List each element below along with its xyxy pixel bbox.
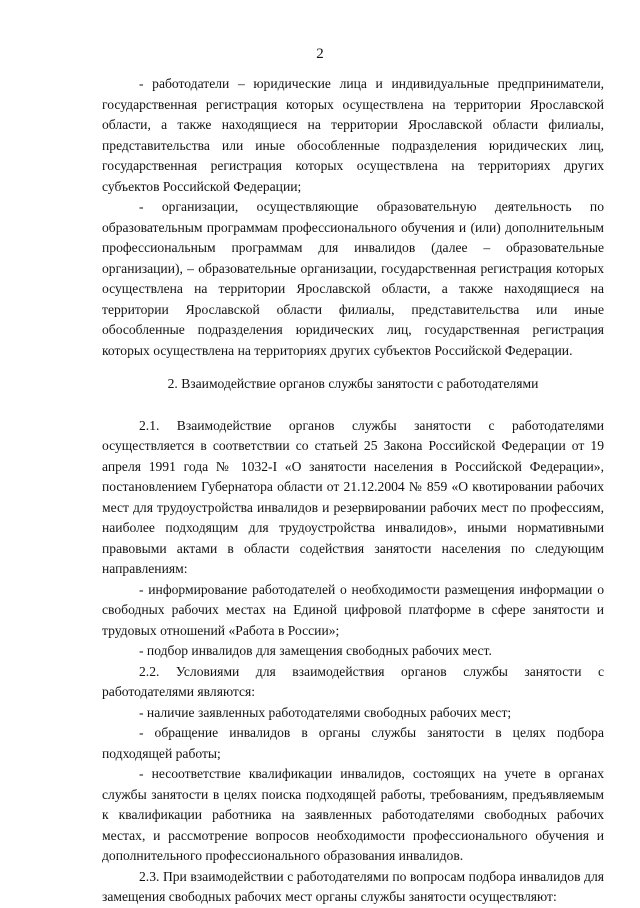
paragraph: - наличие заявленных работодателями свободных рабочих мест; <box>139 704 512 720</box>
paragraph: - организации, осуществляющие образовательную деятельность по образовательным программам профессионального обучения и (или) дополнительным профессиональным программам для инвалидов (далее – образовательные организации), – образовательные организации, государственная регистрация которых осуществлена на территории Ярославской области, а также находящиеся на территории Ярославской области филиалы, представительства или иные обособленные подразделения юридических лиц, государственная регистрация которых осуществлена на территориях других субъектов Российской Федерации. <box>102 199 604 358</box>
paragraph: 2.1. Взаимодействие органов службы занятости с работодателями осуществляется в соответствии со статьей 25 Закона Российской Федерации от 19 апреля 1991 года № 1032-I «О занятости населения в Российской Федерации», постановлением Губернатора области от 21.12.2004 № 859 «О квотировании рабочих мест для трудоустройства инвалидов и резервировании рабочих мест по профессиям, наиболее подходящим для трудоустройства инвалидов», иными нормативными правовыми актами в области содействия занятости населения по следующим направлениям: <box>102 417 604 576</box>
paragraph: 2.3. При взаимодействии с работодателями по вопросам подбора инвалидов для замещения свободных рабочих мест органы службы занятости осуществляют: <box>102 868 604 904</box>
section-heading: 2. Взаимодействие органов службы занятости с работодателями <box>167 376 539 391</box>
page-number: 2 <box>316 46 324 62</box>
document-body <box>102 74 604 908</box>
paragraph: - работодатели – юридические лица и индивидуальные предприниматели, государственная регистрация которых осуществлена на территории Ярославской области, а также находящиеся на территории Ярославской области филиалы, представительства или иные обособленные подразделения юридических лиц, государственная регистрация которых осуществлена на территориях других субъектов Российской Федерации; <box>102 76 604 194</box>
paragraph: - обращение инвалидов в органы службы занятости в целях подбора подходящей работы; <box>102 725 604 761</box>
paragraph: - несоответствие квалификации инвалидов, состоящих на учете в органах службы занятости в целях поиска подходящей работы, требованиям, предъявляемым к квалификации работника на заявленных работодателями свободных рабочих местах, и рассмотрение вопросов необходимости профессионального обучения и дополнительного профессионального образования инвалидов. <box>102 766 604 863</box>
paragraph: - подбор инвалидов для замещения свободных рабочих мест. <box>139 643 492 658</box>
paragraph: - информирование работодателей о необходимости размещения информации о свободных рабочих местах на Единой цифровой платформе в сфере занятости и трудовых отношений «Работа в России»; <box>102 581 604 638</box>
paragraph: 2.2. Условиями для взаимодействия органов службы занятости с работодателями являются: <box>102 663 604 699</box>
